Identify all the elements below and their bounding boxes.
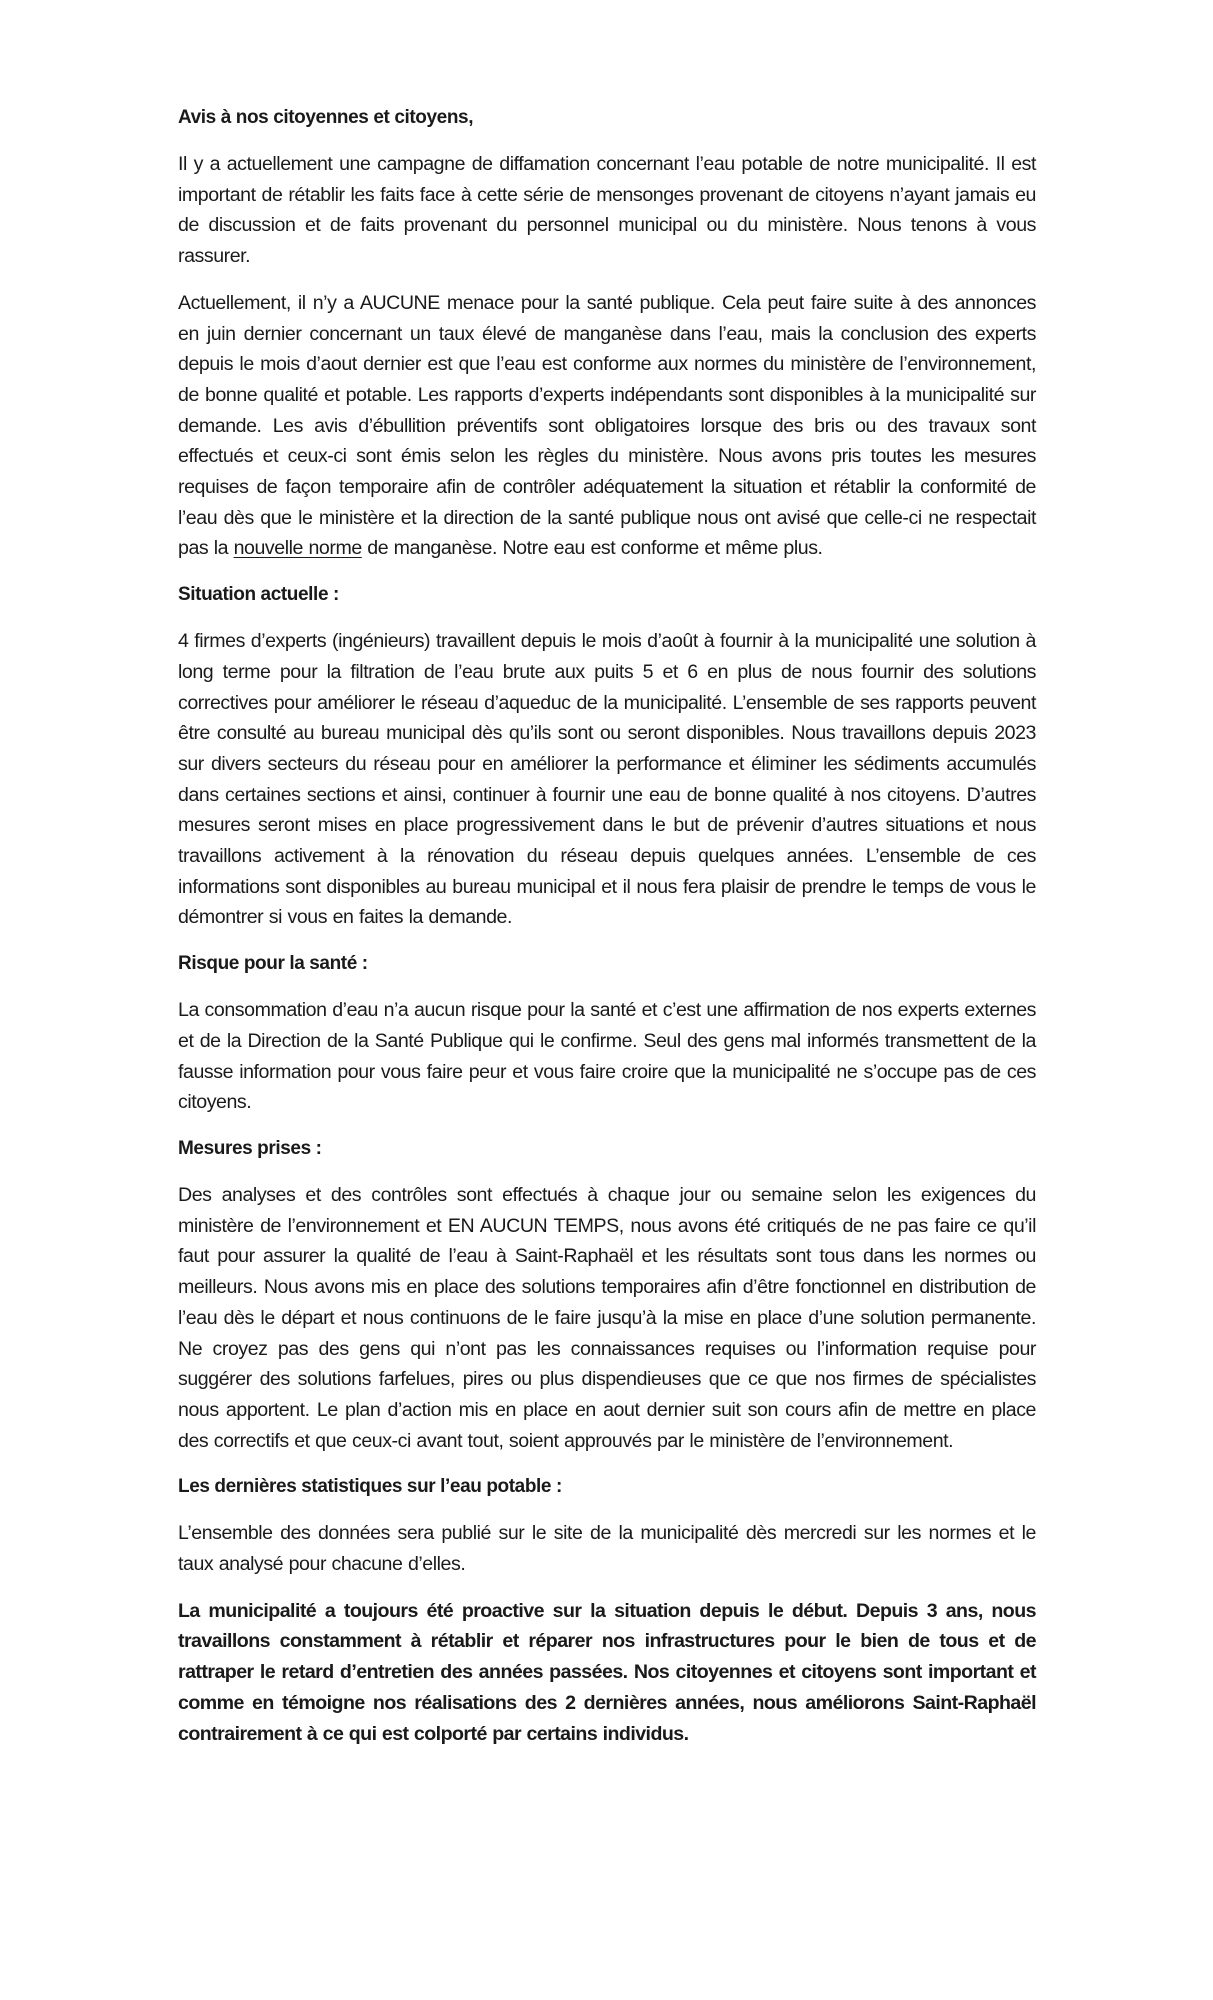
document-title: Avis à nos citoyennes et citoyens, [178, 107, 474, 128]
section-body-risque-sante: La consommation d’eau n’a aucun risque pour la santé et c’est une affirmation de nos experts externes et de la Direction de la Santé Publique qui le confirme. Seul des gens mal informés transmettent de la fausse information pour vous faire peur et vous faire croire que la municipalité ne s’occupe pas de ces citoyens. [178, 999, 1036, 1114]
section-heading-situation-actuelle: Situation actuelle : [178, 584, 339, 606]
intro-paragraph-1: Il y a actuellement une campagne de diffamation concernant l’eau potable de notre municipalité. Il est important de rétablir les faits face à cette série de mensonges provenant de citoyens n’ayant jamais eu de discussion et de faits provenant du personnel municipal ou du ministère. Nous tenons à vous rassurer. [178, 153, 1036, 268]
section-body-mesures-prises: Des analyses et des contrôles sont effectués à chaque jour ou semaine selon les exigences du ministère de l’environnement et EN AUCUN TEMPS, nous avons été critiqués de ne pas faire ce qu’il faut pour assurer la qualité de l’eau à Saint-Raphaël et les résultats sont tous dans les normes ou meilleurs. Nous avons mis en place des solutions temporaires afin d’être fonctionnel en distribution de l’eau dès le départ et nous continuons de le faire jusqu’à la mise en place d’une solution permanente. Ne croyez pas des gens qui n’ont pas les connaissances requises ou l’information requise pour suggérer des solutions farfelues, pires ou plus dispendieuses que ce que nos firmes de spécialistes nous apportent. Le plan d’action mis en place en aout dernier suit son cours afin de mettre en place des correctifs et que ceux-ci avant tout, soient approuvés par le ministère de l’environnement. [178, 1183, 1036, 1452]
section-body-statistiques: L’ensemble des données sera publié sur le site de la municipalité dès mercredi sur les normes et le taux analysé pour chacune d’elles. [178, 1522, 1036, 1576]
section-body-situation-actuelle: 4 firmes d’experts (ingénieurs) travaillent depuis le mois d’août à fournir à la municipalité une solution à long terme pour la filtration de l’eau brute aux puits 5 et 6 en plus de nous fournir des solutions correctives pour améliorer le réseau d’aqueduc de la municipalité. L’ensemble de ses rapports peuvent être consulté au bureau municipal dès qu’ils sont ou seront disponibles. Nous travaillons depuis 2023 sur divers secteurs du réseau pour en améliorer la performance et éliminer les sédiments accumulés dans certaines sections et ainsi, continuer à fournir une eau de bonne qualité à nos citoyens. D’autres mesures seront mises en place progressivement dans le but de prévenir d’autres situations et nous travaillons activement à la rénovation du réseau depuis quelques années. L’ensemble de ces informations sont disponibles au bureau municipal et il nous fera plaisir de prendre le temps de vous le démontrer si vous en faites la demande. [178, 630, 1036, 929]
section-heading-mesures-prises: Mesures prises : [178, 1137, 322, 1159]
intro-paragraph-2 [178, 288, 1036, 564]
underlined-phrase-nouvelle-norme: nouvelle norme [233, 537, 362, 560]
section-heading-statistiques: Les dernières statistiques sur l’eau potable : [178, 1476, 562, 1498]
intro-paragraph-2-text-start: Actuellement, il n’y a AUCUNE menace pour la santé publique. Cela peut faire suite à des annonces en juin dernier concernant un taux élevé de manganèse dans l’eau, mais la conclusion des experts depuis le mois d’aout dernier est que l’eau est conforme aux normes du ministère de l’environnement, de bonne qualité et potable. Les rapports d’experts indépendants sont disponibles à la municipalité sur demande. Les avis d’ébullition préventifs sont obligatoires lorsque des bris ou des travaux sont effectués et ceux-ci sont émis selon les règles du ministère. Nous avons pris toutes les mesures requises de façon temporaire afin de contrôler adéquatement la situation et rétablir la conformité de l’eau dès que le ministère et la direction de la santé publique nous ont avisé que celle-ci ne respectait pas la [178, 291, 1036, 560]
intro-paragraph-2-text-end: de manganèse. Notre eau est conforme et même plus. [361, 537, 823, 560]
section-heading-risque-sante: Risque pour la santé : [178, 953, 368, 975]
document-page [178, 103, 1036, 1765]
closing-statement: La municipalité a toujours été proactive sur la situation depuis le début. Depuis 3 ans, nous travaillons constamment à rétablir et réparer nos infrastructures pour le bien de tous et de rattraper le retard d’entretien des années passées. Nos citoyennes et citoyens sont important et comme en témoigne nos réalisations des 2 dernières années, nous améliorons Saint-Raphaël contrairement à ce qui est colporté par certains individus. [178, 1599, 1036, 1745]
